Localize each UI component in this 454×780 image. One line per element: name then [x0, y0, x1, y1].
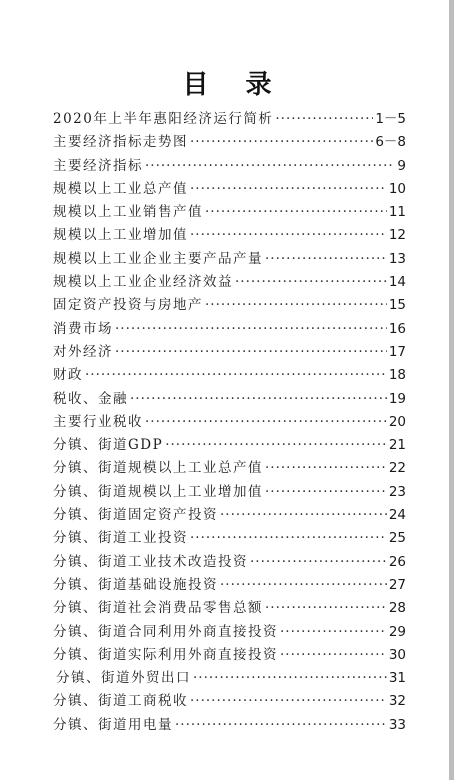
- toc-entry-page-number: 10: [388, 180, 406, 197]
- toc-entry[interactable]: [53, 318, 406, 341]
- toc-entry[interactable]: [53, 224, 406, 247]
- toc-entry[interactable]: [53, 621, 406, 644]
- toc-entry-page-number: 11: [388, 204, 406, 221]
- toc-entry[interactable]: [53, 551, 406, 574]
- toc-entry-page-number: 24: [388, 507, 406, 524]
- toc-dot-leader: [265, 248, 387, 271]
- toc-entry-page-number: 20: [388, 413, 406, 430]
- toc-entry-label: 分镇、街道用电量: [53, 716, 173, 733]
- toc-entry[interactable]: [53, 364, 406, 387]
- toc-entry-label: 分镇、街道实际利用外商直接投资: [53, 646, 278, 663]
- toc-entry[interactable]: [53, 201, 406, 224]
- toc-entry-page-number: 18: [388, 367, 406, 384]
- toc-entry-label: 固定资产投资与房地产: [53, 297, 203, 314]
- toc-entry-label: 分镇、街道工业技术改造投资: [53, 553, 248, 570]
- toc-entry-page-number: 26: [388, 553, 406, 570]
- toc-entry-page-number: 14: [388, 274, 406, 291]
- toc-dot-leader: [145, 155, 395, 178]
- toc-entry-label: 规模以上工业增加值: [53, 227, 188, 244]
- toc-dot-leader: [190, 178, 387, 201]
- toc-entry[interactable]: [53, 294, 406, 317]
- toc-entry-label: 分镇、街道固定资产投资: [53, 507, 218, 524]
- toc-dot-leader: [85, 364, 387, 387]
- toc-dot-leader: [265, 457, 387, 480]
- toc-dot-leader: [265, 481, 387, 504]
- toc-entry-page-number: 30: [388, 646, 406, 663]
- toc-entry[interactable]: [53, 388, 406, 411]
- toc-dot-leader: [190, 224, 387, 247]
- toc-entry-label: 规模以上工业总产值: [53, 180, 188, 197]
- toc-entry[interactable]: [53, 597, 406, 620]
- toc-entry-label: 分镇、街道规模以上工业总产值: [53, 460, 263, 477]
- toc-entry-label: 分镇、街道工业投资: [53, 530, 188, 547]
- toc-entry-page-number: 23: [388, 483, 406, 500]
- toc-entry-label: 消费市场: [53, 320, 113, 337]
- toc-entry-page-number: 33: [388, 716, 406, 733]
- toc-entry-label: 2020年上半年惠阳经济运行简析: [53, 111, 274, 127]
- toc-entry-label: 规模以上工业企业主要产品产量: [53, 250, 263, 267]
- toc-entry-page-number: 1－5: [375, 111, 406, 127]
- toc-dot-leader: [145, 411, 387, 434]
- toc-entry-page-number: 19: [388, 390, 406, 407]
- toc-entry[interactable]: [53, 527, 406, 550]
- toc-dot-leader: [205, 201, 387, 224]
- toc-entry[interactable]: [53, 411, 406, 434]
- toc-entry-page-number: 29: [388, 623, 406, 640]
- toc-entry[interactable]: [53, 690, 406, 713]
- toc-dot-leader: [190, 131, 373, 154]
- toc-entry-page-number: 28: [388, 600, 406, 617]
- toc-entry[interactable]: [53, 574, 406, 597]
- toc-dot-leader: [220, 504, 387, 527]
- toc-entry-label: 主要经济指标: [53, 157, 143, 174]
- toc-entry[interactable]: [53, 248, 406, 271]
- toc-entry-page-number: 16: [388, 320, 406, 337]
- toc-dot-leader: [280, 644, 387, 667]
- toc-entry-label: 税收、金融: [53, 390, 128, 407]
- toc-entry[interactable]: [53, 457, 406, 480]
- toc-entry-label: 分镇、街道工商税收: [53, 693, 188, 710]
- toc-entry[interactable]: [53, 155, 406, 178]
- toc-entry-label: 主要经济指标走势图: [53, 134, 188, 151]
- toc-entry[interactable]: [53, 131, 406, 154]
- toc-entry-label: 主要行业税收: [53, 413, 143, 430]
- toc-entry-page-number: 22: [388, 460, 406, 477]
- toc-entry-page-number: 25: [388, 530, 406, 547]
- toc-entry-page-number: 21: [388, 437, 406, 454]
- page-title: 目 录: [182, 70, 286, 100]
- toc-dot-leader: [165, 434, 387, 457]
- toc-dot-leader: [275, 108, 373, 131]
- toc-dot-leader: [235, 271, 387, 294]
- toc-dot-leader: [205, 294, 387, 317]
- toc-entry[interactable]: [53, 667, 406, 690]
- table-of-contents: [53, 108, 406, 737]
- toc-dot-leader: [280, 621, 387, 644]
- toc-entry-page-number: 6－8: [375, 134, 406, 151]
- toc-entry-label: 对外经济: [53, 343, 113, 360]
- toc-entry-page-number: 13: [388, 250, 406, 267]
- toc-entry[interactable]: [53, 178, 406, 201]
- toc-entry-label: 规模以上工业销售产值: [53, 204, 203, 221]
- toc-entry-page-number: 32: [388, 693, 406, 710]
- toc-entry-label: 分镇、街道规模以上工业增加值: [53, 483, 263, 500]
- toc-entry-label: 分镇、街道基础设施投资: [53, 576, 218, 593]
- toc-dot-leader: [175, 714, 387, 737]
- toc-entry-page-number: 31: [388, 670, 406, 687]
- toc-dot-leader: [190, 527, 387, 550]
- page-edge-border: [449, 0, 454, 780]
- toc-entry[interactable]: [53, 434, 406, 457]
- toc-entry-page-number: 17: [388, 343, 406, 360]
- toc-entry-label: 分镇、街道社会消费品零售总额: [53, 600, 263, 617]
- toc-entry[interactable]: [53, 504, 406, 527]
- toc-entry[interactable]: [53, 341, 406, 364]
- toc-entry-page-number: 9: [397, 157, 406, 174]
- toc-entry-label: 规模以上工业企业经济效益: [53, 274, 233, 291]
- toc-dot-leader: [130, 388, 387, 411]
- toc-dot-leader: [115, 341, 387, 364]
- toc-dot-leader: [220, 574, 387, 597]
- toc-entry-label: 分镇、街道外贸出口: [56, 670, 191, 687]
- toc-entry[interactable]: [53, 271, 406, 294]
- toc-entry-page-number: 27: [388, 576, 406, 593]
- toc-dot-leader: [190, 690, 387, 713]
- toc-entry[interactable]: [53, 714, 406, 737]
- toc-dot-leader: [115, 318, 387, 341]
- toc-entry-page-number: 15: [388, 297, 406, 314]
- toc-entry[interactable]: [53, 481, 406, 504]
- toc-dot-leader: [193, 667, 387, 690]
- toc-dot-leader: [250, 551, 387, 574]
- toc-dot-leader: [265, 597, 387, 620]
- toc-entry[interactable]: [53, 644, 406, 667]
- toc-entry-label: 财政: [53, 367, 83, 384]
- toc-entry-label: 分镇、街道合同利用外商直接投资: [53, 623, 278, 640]
- toc-entry-page-number: 12: [388, 227, 406, 244]
- toc-entry[interactable]: [53, 108, 406, 131]
- toc-entry-label: 分镇、街道GDP: [53, 437, 164, 454]
